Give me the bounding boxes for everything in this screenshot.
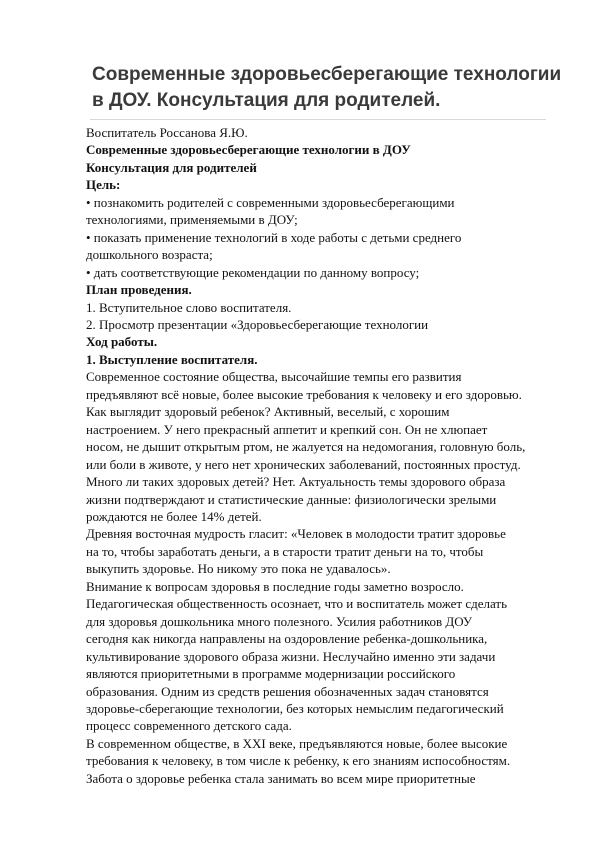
goal-line: дошкольного возраста; xyxy=(86,247,213,263)
body-line: рождаются не более 14% детей. xyxy=(86,508,262,524)
body-line: процесс современного детского сада. xyxy=(86,718,292,734)
plan-line: 1. Вступительное слово воспитателя. xyxy=(86,299,292,315)
goal-line: • дать соответствующие рекомендации по данному вопросу; xyxy=(86,264,420,280)
section-heading: 1. Выступление воспитателя. xyxy=(86,351,258,367)
progress-heading: Ход работы. xyxy=(86,334,158,350)
body-line: или боли в животе, у него нет хронических заболеваний, постоянных простуд. xyxy=(86,456,521,472)
body-line: Современное состояние общества, высочайшие темпы его развития xyxy=(86,369,462,385)
body-line: предъявляют всё новые, более высокие требования к человеку и его здоровью. xyxy=(86,386,522,402)
body-line: Внимание к вопросам здоровья в последние годы заметно возросло. xyxy=(86,578,464,594)
goal-line: • показать применение технологий в ходе работы с детьми среднего xyxy=(86,229,462,245)
body-line: Как выглядит здоровый ребенок? Активный, веселый, с хорошим xyxy=(86,404,450,420)
goal-line: технологиями, применяемыми в ДОУ; xyxy=(86,212,298,228)
plan-heading: План проведения. xyxy=(86,282,192,298)
body-line: для здоровья дошкольника много полезного. Усилия работников ДОУ xyxy=(86,613,473,629)
body-line: требования к человеку, в том числе к ребенку, к его знаниям испособностям. xyxy=(86,753,511,769)
body-line: на то, чтобы заработать деньги, а в старости тратит деньги на то, чтобы xyxy=(86,543,484,559)
body-line: выкупить здоровье. Но никому это пока не удавалось». xyxy=(86,561,391,577)
body-line: носом, не дышит открытым ртом, не жалуется на недомогания, головную боль, xyxy=(86,439,526,455)
body-line: настроением. У него прекрасный аппетит и крепкий сон. Он не хлюпает xyxy=(86,421,488,437)
goal-line: • познакомить родителей с современными здоровьесберегающими xyxy=(86,194,455,210)
body-line: Древняя восточная мудрость гласит: «Человек в молодости тратит здоровье xyxy=(86,526,506,542)
body-line: культивирование здорового образа жизни. Неслучайно именно эти задачи xyxy=(86,648,496,664)
title-divider xyxy=(90,119,546,120)
body-line: сегодня как никогда направлены на оздоровление ребенка-дошкольника, xyxy=(86,631,488,647)
body-line: являются приоритетными в программе модернизации российского xyxy=(86,666,456,682)
subtitle-line: Современные здоровьесберегающие технологии в ДОУ xyxy=(86,142,411,158)
subtitle-line: Консультация для родителей xyxy=(86,159,257,175)
document-body xyxy=(86,124,556,787)
title-line: Современные здоровьесберегающие технологии xyxy=(92,64,562,85)
body-line: Много ли таких здоровых детей? Нет. Актуальность темы здорового образа xyxy=(86,474,506,490)
author-line: Воспитатель Россанова Я.Ю. xyxy=(86,125,248,140)
body-line: образования. Одним из средств решения обозначенных задач становятся xyxy=(86,683,489,699)
body-line: здоровье-сберегающие технологии, без которых немыслим педагогический xyxy=(86,700,504,716)
goal-heading: Цель: xyxy=(86,177,121,193)
body-line: Педагогическая общественность осознает, что и воспитатель может сделать xyxy=(86,596,508,612)
title-line: в ДОУ. Консультация для родителей. xyxy=(92,90,441,111)
plan-line: 2. Просмотр презентации «Здоровьесберегающие технологии xyxy=(86,316,429,332)
body-line: Забота о здоровье ребенка стала занимать во всем мире приоритетные xyxy=(86,770,476,786)
body-line: В современном обществе, в XXI веке, предъявляются новые, более высокие xyxy=(86,735,508,751)
body-line: жизни подтверждают и статистические данные: физиологически зрелыми xyxy=(86,491,497,507)
page-title xyxy=(92,62,562,114)
